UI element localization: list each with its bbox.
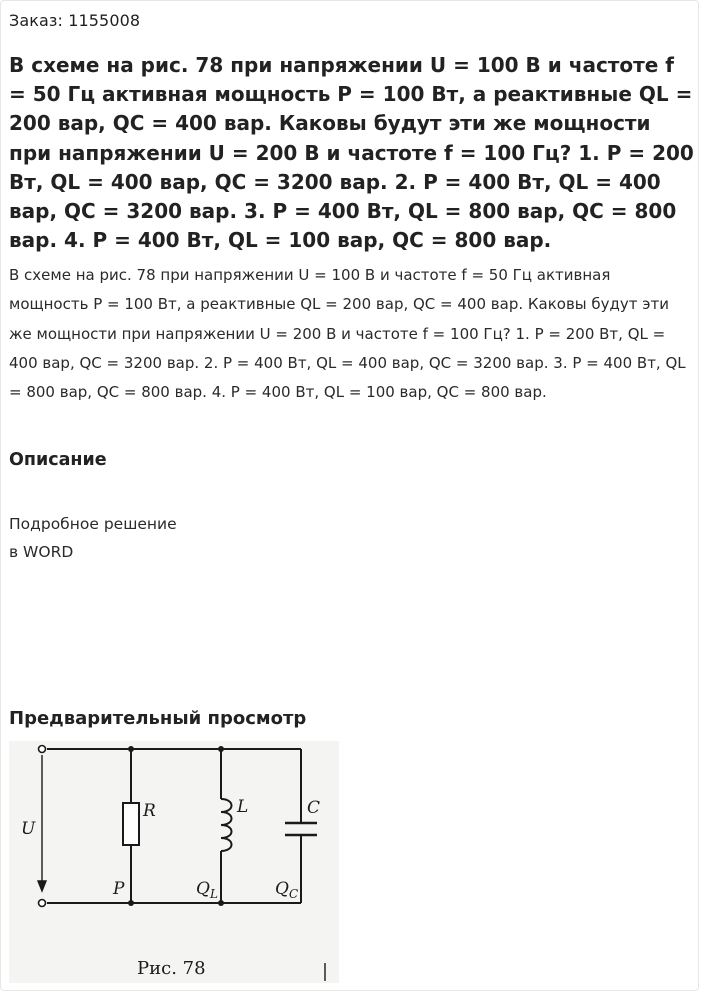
order-number: Заказ: 1155008 bbox=[9, 11, 141, 30]
label-r: R bbox=[143, 801, 156, 821]
resistor-symbol bbox=[123, 803, 139, 845]
circuit-diagram bbox=[9, 741, 339, 983]
label-l: L bbox=[237, 797, 249, 817]
preview-image bbox=[9, 741, 339, 983]
figure-caption: Рис. 78 bbox=[137, 958, 206, 979]
task-title: В схеме на рис. 78 при напряжении U = 100 В и частоте f = 50 Гц активная мощность P = 100 Вт, а реактивные QL = 200 вар, QC = 400 вар. Каковы будут эти же мощности при напряжении U = 200 В и частоте f = 100 Гц? 1. P = 200 Вт, QL = 400 вар, QC = 3200 вар. 2. P = 400 Вт, QL = 400 вар, QC = 3200 вар. 3. P = 400 Вт, QL = 800 вар, QC = 800 вар. 4. P = 400 Вт, QL = 100 вар, QC = 800 вар. bbox=[9, 53, 694, 253]
label-c: C bbox=[307, 798, 321, 818]
scan-background bbox=[9, 741, 339, 983]
terminal-top bbox=[39, 746, 46, 753]
label-u: U bbox=[21, 819, 36, 839]
label-qc-sub: C bbox=[288, 887, 299, 901]
description-body bbox=[9, 510, 177, 566]
label-ql-sub: L bbox=[209, 887, 218, 901]
label-p: P bbox=[113, 879, 125, 899]
description-line-2: в WORD bbox=[9, 543, 74, 561]
terminal-bottom bbox=[39, 900, 46, 907]
preview-heading: Предварительный просмотр bbox=[9, 708, 307, 729]
description-line-1: Подробное решение bbox=[9, 515, 177, 533]
label-ql-main: Q bbox=[196, 879, 210, 899]
label-qc-main: Q bbox=[275, 879, 289, 899]
task-text: В схеме на рис. 78 при напряжении U = 100 В и частоте f = 50 Гц активная мощность P = 100 Вт, а реактивные QL = 200 вар, QC = 400 вар. Каковы будут эти же мощности при напряжении U = 200 В и частоте f = 100 Гц? 1. P = 200 Вт, QL = 400 вар, QC = 3200 вар. 2. P = 400 Вт, QL = 400 вар, QC = 3200 вар. 3. P = 400 Вт, QL = 800 вар, QC = 800 вар. 4. P = 400 Вт, QL = 100 вар, QC = 800 вар. bbox=[9, 266, 686, 402]
description-heading: Описание bbox=[9, 450, 107, 470]
